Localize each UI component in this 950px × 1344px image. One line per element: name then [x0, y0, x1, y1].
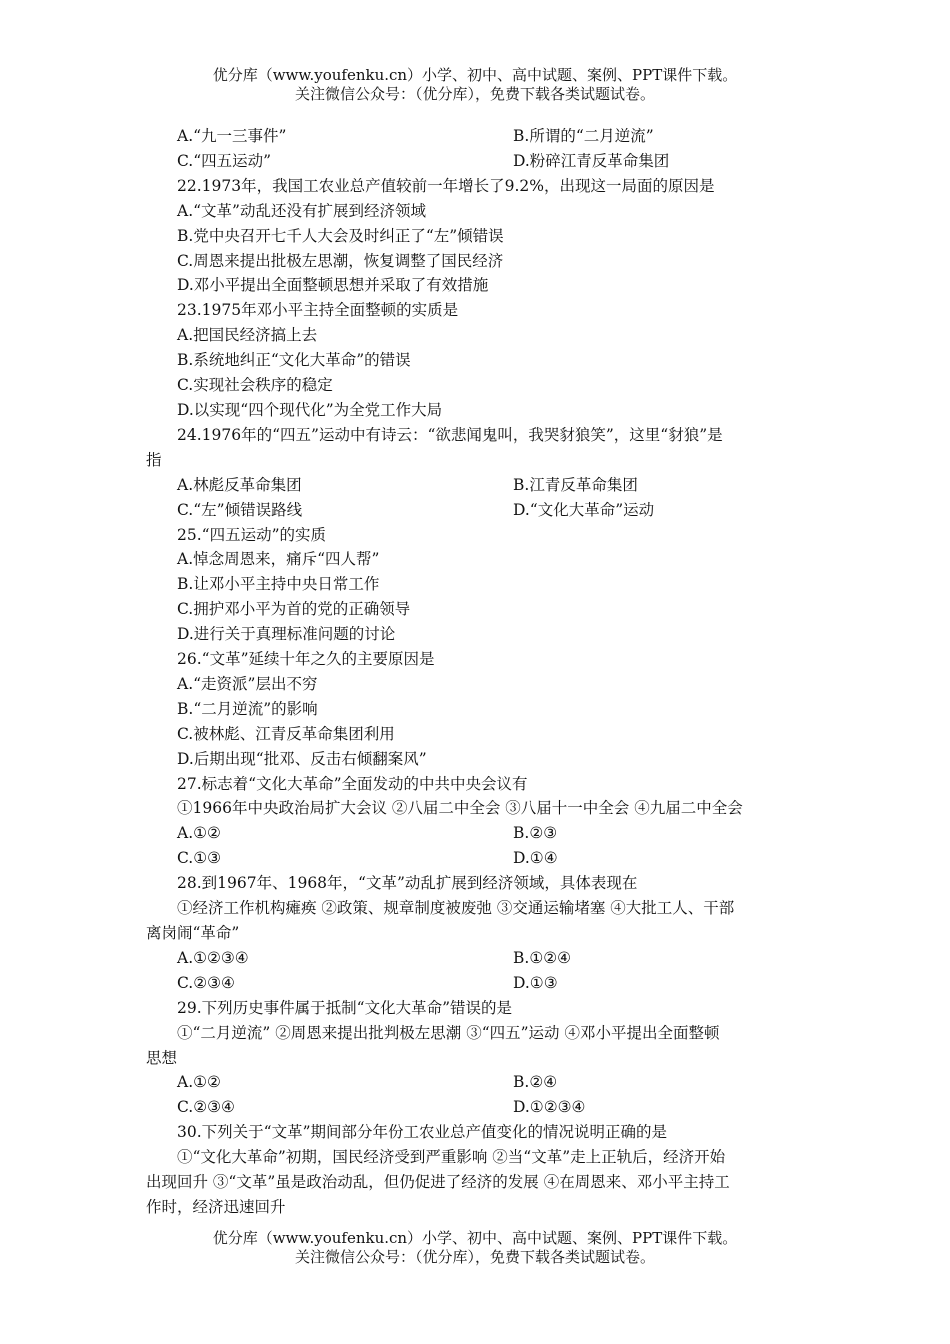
footer-line-2: 关注微信公众号：（优分库），免费下载各类试题试卷。 — [294, 1248, 655, 1266]
q22-option-c: C.周恩来提出批极左思潮，恢复调整了国民经济 — [177, 251, 504, 270]
q29-option-b: B.②④ — [513, 1073, 558, 1092]
q28-options-row-2 — [146, 971, 810, 996]
q27-option-a: A.①② — [177, 824, 221, 843]
q29-option-c: C.②③④ — [177, 1098, 235, 1117]
header-line-2: 关注微信公众号：（优分库），免费下载各类试题试卷。 — [294, 85, 655, 103]
q24-option-a: A.林彪反革命集团 — [177, 475, 302, 494]
q27-option-b: B.②③ — [513, 824, 558, 843]
q23-option-d: D.以实现“四个现代化”为全党工作大局 — [177, 400, 443, 419]
q28-option-c: C.②③④ — [177, 973, 235, 992]
q27-stem: 27.标志着“文化大革命”全面发动的中共中央会议有 — [177, 774, 528, 793]
q23-option-a: A.把国民经济搞上去 — [177, 326, 318, 345]
q22-option-b: B.党中央召开七千人大会及时纠正了“左”倾错误 — [177, 226, 504, 245]
q26-option-b: B.“二月逆流”的影响 — [177, 699, 318, 718]
q22-option-a: A.“文革”动乱还没有扩展到经济领域 — [177, 201, 426, 220]
q25-option-d: D.进行关于真理标准问题的讨论 — [177, 625, 396, 644]
q28-stem: 28.到1967年、1968年，“文革”动乱扩展到经济领域，具体表现在 — [177, 874, 638, 893]
q28-items: ①经济工作机构瘫痪 ②政策、规章制度被废弛 ③交通运输堵塞 ④大批工人、干部 — [177, 899, 735, 918]
q27-options-row-2 — [146, 846, 810, 871]
q27-options-row-1 — [146, 821, 810, 846]
q29-stem: 29.下列历史事件属于抵制“文化大革命”错误的是 — [177, 998, 512, 1017]
q21-options-row-2 — [146, 149, 810, 174]
q27-items: ①1966年中央政治局扩大会议 ②八届二中全会 ③八届十一中全会 ④九届二中全会 — [177, 799, 743, 818]
q27-option-c: C.①③ — [177, 849, 222, 868]
q28-options-row-1 — [146, 946, 810, 971]
q26-option-d: D.后期出现“批邓、反击右倾翻案风” — [177, 749, 427, 768]
q24-stem: 24.1976年的“四五”运动中有诗云：“欲悲闻鬼叫，我哭豺狼笑”，这里“豺狼”是 — [177, 425, 723, 444]
q30-items-continued-1: 出现回升 ③“文革”虽是政治动乱，但仍促进了经济的发展 ④在周恩来、邓小平主持工 — [146, 1173, 730, 1192]
q23-option-c: C.实现社会秩序的稳定 — [177, 376, 333, 395]
q21-option-b: B.所谓的“二月逆流” — [513, 127, 654, 145]
q21-options-row-1 — [146, 124, 810, 149]
q29-items-continued: 思想 — [146, 1048, 178, 1067]
q29-items: ①“二月逆流” ②周恩来提出批判极左思潮 ③“四五”运动 ④邓小平提出全面整顿 — [177, 1023, 720, 1042]
q22-option-d: D.邓小平提出全面整顿思想并采取了有效措施 — [177, 276, 489, 295]
q25-stem: 25.“四五运动”的实质 — [177, 525, 326, 544]
q24-options-row-1 — [146, 473, 810, 498]
q29-option-a: A.①② — [177, 1073, 221, 1092]
q21-option-c: C.“四五运动” — [177, 151, 272, 170]
q30-items: ①“文化大革命”初期，国民经济受到严重影响 ②当“文革”走上正轨后，经济开始 — [177, 1148, 726, 1167]
q21-option-d: D.粉碎江青反革命集团 — [513, 151, 670, 170]
q25-option-c: C.拥护邓小平为首的党的正确领导 — [177, 600, 411, 619]
page-header — [0, 66, 950, 104]
q24-stem-continued: 指 — [146, 450, 162, 469]
q24-options-row-2 — [146, 498, 810, 523]
q23-option-b: B.系统地纠正“文化大革命”的错误 — [177, 351, 411, 370]
q28-option-b: B.①②④ — [513, 948, 572, 967]
q24-option-c: C.“左”倾错误路线 — [177, 500, 303, 519]
q24-option-b: B.江青反革命集团 — [513, 475, 638, 494]
q27-option-d: D.①④ — [513, 849, 558, 868]
q25-option-a: A.悼念周恩来，痛斥“四人帮” — [177, 550, 380, 569]
q26-option-c: C.被林彪、江青反革命集团利用 — [177, 724, 395, 743]
question-content — [146, 124, 810, 1220]
q30-stem: 30.下列关于“文革”期间部分年份工农业总产值变化的情况说明正确的是 — [177, 1123, 668, 1142]
q26-option-a: A.“走资派”层出不穷 — [177, 674, 318, 693]
q26-stem: 26.“文革”延续十年之久的主要原因是 — [177, 650, 435, 669]
q28-items-continued: 离岗闹“革命” — [146, 924, 240, 942]
header-line-1: 优分库（www.youfenku.cn）小学、初中、高中试题、案例、PPT课件下载。 — [212, 66, 738, 84]
page-footer — [0, 1229, 950, 1267]
q28-option-a: A.①②③④ — [177, 948, 249, 967]
q25-option-b: B.让邓小平主持中央日常工作 — [177, 575, 380, 594]
q23-stem: 23.1975年邓小平主持全面整顿的实质是 — [177, 301, 459, 320]
q30-items-continued-2: 作时，经济迅速回升 — [146, 1197, 286, 1216]
footer-line-1: 优分库（www.youfenku.cn）小学、初中、高中试题、案例、PPT课件下载。 — [212, 1229, 738, 1247]
q24-option-d: D.“文化大革命”运动 — [513, 500, 655, 519]
q22-stem: 22.1973年，我国工农业总产值较前一年增长了9.2%，出现这一局面的原因是 — [177, 176, 715, 195]
q29-options-row-2 — [146, 1095, 810, 1120]
q29-option-d: D.①②③④ — [513, 1098, 586, 1117]
q28-option-d: D.①③ — [513, 973, 558, 992]
q21-option-a: A.“九一三事件” — [177, 127, 287, 145]
q29-options-row-1 — [146, 1070, 810, 1095]
